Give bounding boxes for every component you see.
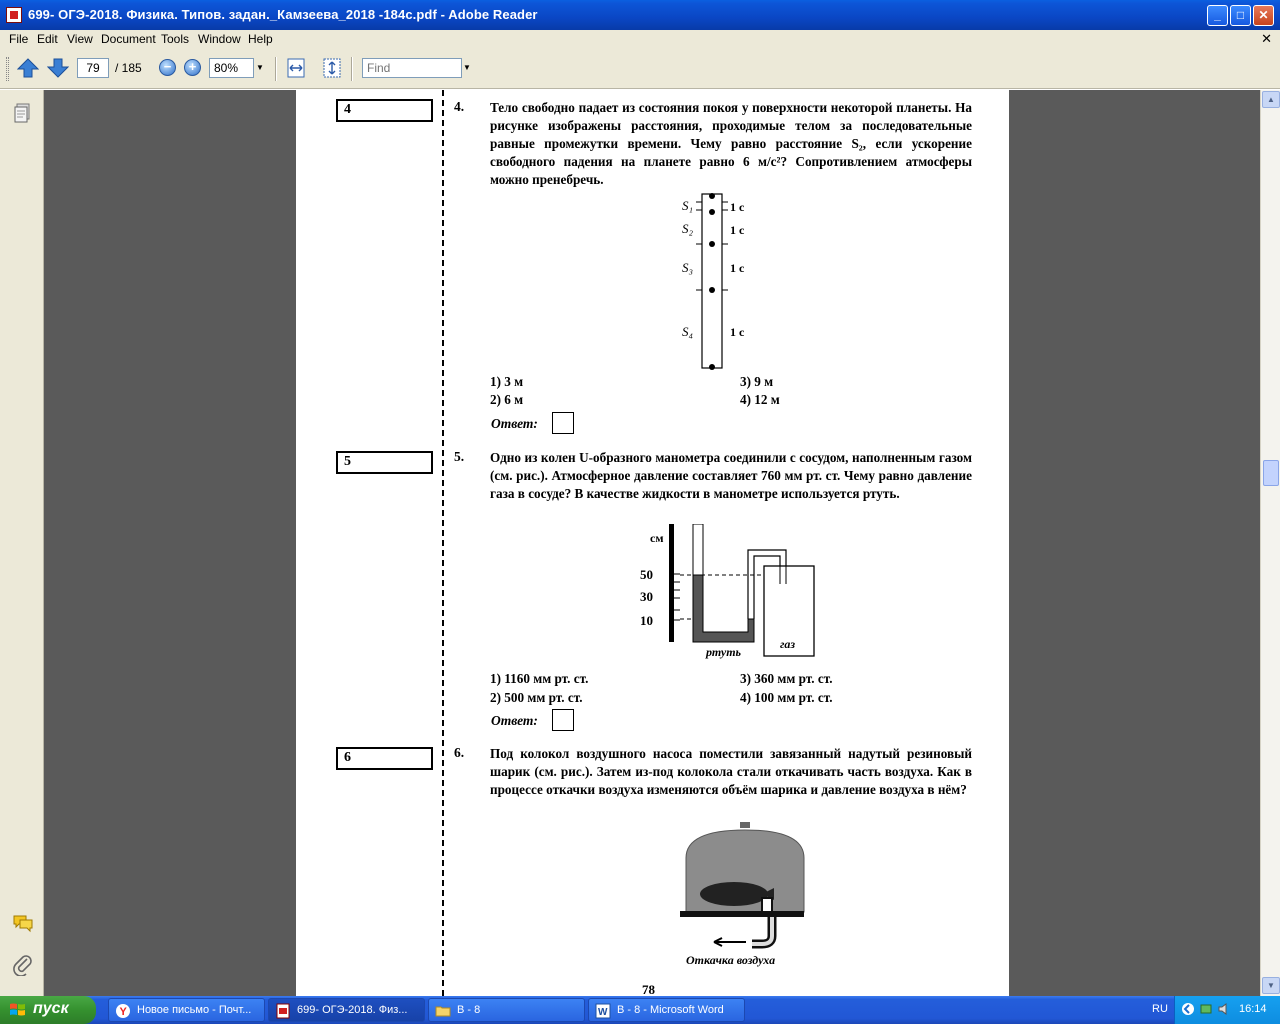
find-input[interactable] xyxy=(362,58,462,78)
manometer-figure xyxy=(636,524,826,660)
menu-document[interactable]: Document xyxy=(101,32,156,46)
scroll-down-button[interactable]: ▼ xyxy=(1262,977,1280,994)
vacuum-pump-figure xyxy=(676,818,816,968)
start-button[interactable] xyxy=(0,996,96,1024)
zoom-in-icon[interactable]: + xyxy=(184,59,201,76)
q4-option-1: 1) 3 м xyxy=(490,374,524,389)
q4-answer-label: Ответ: xyxy=(491,416,538,431)
answer-box-5: 5 xyxy=(336,451,433,474)
toolbar-grip[interactable] xyxy=(6,57,9,81)
task-folder[interactable] xyxy=(428,998,585,1022)
pdf-page xyxy=(296,90,1009,996)
answer-column-divider xyxy=(442,90,444,996)
label-time-1: 1 с xyxy=(730,200,745,214)
q4-option-4: 4) 12 м xyxy=(740,392,780,407)
gas-label: газ xyxy=(780,637,796,651)
label-s1: S₁ xyxy=(682,198,694,213)
q4-answer-field[interactable] xyxy=(552,412,574,434)
folder-icon xyxy=(435,1003,451,1019)
zoom-input[interactable]: 80% xyxy=(209,58,254,78)
next-page-icon[interactable] xyxy=(47,57,69,79)
document-canvas[interactable] xyxy=(44,90,1260,996)
task-mail[interactable] xyxy=(108,998,265,1022)
mercury-label: ртуть xyxy=(706,645,742,659)
task-word[interactable] xyxy=(588,998,745,1022)
page-number: 78 xyxy=(642,982,655,996)
taskbar xyxy=(0,996,1280,1024)
question-4-text: Тело свободно падает из состояния покоя у поверхности некоторой планеты. На рисунке изображены расстояния, проходимые телом за последовательные равные промежутки времени. Чему равно расстояние S₂, если ускорение свободного падения на планете равно 6 м/с²? Сопротивлением атмосферы можно пренебречь. xyxy=(490,100,972,187)
toolbar-separator xyxy=(275,57,277,81)
svg-text:W: W xyxy=(598,1007,608,1018)
safely-remove-hardware-icon[interactable] xyxy=(1199,1002,1213,1016)
clock[interactable]: 16:14 xyxy=(1239,1003,1267,1015)
label-s2: S₂ xyxy=(682,221,694,236)
menu-tools[interactable]: Tools xyxy=(161,32,190,46)
task-label: 699- ОГЭ-2018. Физ... xyxy=(297,1004,408,1016)
zoom-dropdown-icon[interactable]: ▼ xyxy=(256,63,264,72)
unit-label: см xyxy=(650,531,664,545)
toolbar-separator xyxy=(351,57,353,81)
q4-option-3: 3) 9 м xyxy=(740,374,774,389)
zoom-out-icon[interactable]: − xyxy=(159,59,176,76)
page-total: / 185 xyxy=(115,61,142,75)
volume-icon[interactable] xyxy=(1217,1002,1231,1016)
question-4-number: 4. xyxy=(454,99,465,114)
question-6-text: Под колокол воздушного насоса поместили завязанный надутый резиновый шарик (см. рис.). Затем из-под колокола стали откачивать часть воздуха. Как в процессе откачки воздуха изменяются объём шарика и давление воздуха в нём? xyxy=(490,746,972,797)
tray-back-icon[interactable] xyxy=(1181,1002,1195,1016)
menu-edit[interactable]: Edit xyxy=(37,32,58,46)
free-fall-figure xyxy=(680,192,790,372)
question-6-number: 6. xyxy=(454,745,465,760)
maximize-button[interactable]: □ xyxy=(1230,5,1251,26)
svg-text:Y: Y xyxy=(119,1006,127,1018)
minimize-button[interactable]: _ xyxy=(1207,5,1228,26)
close-document-icon[interactable]: ✕ xyxy=(1261,31,1272,46)
window-title: 699- ОГЭ-2018. Физика. Типов. задан._Камзеева_2018 -184с.pdf - Adobe Reader xyxy=(28,7,538,22)
windows-logo-icon xyxy=(9,1002,26,1018)
yandex-browser-icon xyxy=(115,1003,131,1019)
label-s3: S₃ xyxy=(682,260,694,275)
pump-caption: Откачка воздуха xyxy=(686,953,776,967)
q5-option-3: 3) 360 мм рт. ст. xyxy=(740,671,833,686)
menu-view[interactable]: View xyxy=(67,32,93,46)
label-time-4: 1 с xyxy=(730,325,745,339)
q4-option-2: 2) 6 м xyxy=(490,392,524,407)
q5-option-4: 4) 100 мм рт. ст. xyxy=(740,690,833,705)
previous-page-icon[interactable] xyxy=(17,57,39,79)
page-number-input[interactable]: 79 xyxy=(77,58,109,78)
attachments-icon[interactable] xyxy=(12,954,34,976)
toolbar xyxy=(0,49,1280,89)
tick-30: 30 xyxy=(640,589,653,604)
question-5-number: 5. xyxy=(454,449,465,464)
q5-answer-label: Ответ: xyxy=(491,713,538,728)
start-label: пуск xyxy=(33,1000,69,1017)
comments-icon[interactable] xyxy=(12,912,34,934)
menu-window[interactable]: Window xyxy=(198,32,241,46)
title-bar xyxy=(0,0,1280,30)
q5-answer-field[interactable] xyxy=(552,709,574,731)
menu-help[interactable]: Help xyxy=(248,32,273,46)
language-indicator[interactable]: RU xyxy=(1152,1003,1168,1015)
question-5-text: Одно из колен U-образного манометра соединили с сосудом, наполненным газом (см. рис.). Атмосферное давление составляет 760 мм рт. ст. Чему равно давление газа в сосуде? В качестве жидкости в манометре используется ртуть. xyxy=(490,450,972,501)
tick-10: 10 xyxy=(640,613,653,628)
pages-icon[interactable] xyxy=(12,102,34,124)
label-time-3: 1 с xyxy=(730,261,745,275)
pdf-icon xyxy=(275,1003,291,1019)
vertical-scrollbar[interactable] xyxy=(1260,90,1280,996)
q5-option-1: 1) 1160 мм рт. ст. xyxy=(490,671,589,686)
answer-box-4: 4 xyxy=(336,99,433,122)
answer-box-6: 6 xyxy=(336,747,433,770)
task-adobe-reader[interactable] xyxy=(268,998,425,1022)
task-label: В - 8 xyxy=(457,1004,481,1016)
menu-bar xyxy=(0,30,1280,49)
word-icon xyxy=(595,1003,611,1019)
scroll-up-button[interactable]: ▲ xyxy=(1262,91,1280,108)
adobe-reader-icon xyxy=(6,7,22,23)
navigation-panel xyxy=(0,90,44,996)
find-dropdown-icon[interactable]: ▼ xyxy=(463,63,471,72)
close-button[interactable]: ✕ xyxy=(1253,5,1274,26)
task-label: В - 8 - Microsoft Word xyxy=(617,1004,724,1016)
label-s4: S₄ xyxy=(682,324,694,339)
scroll-thumb[interactable] xyxy=(1263,460,1279,486)
fit-page-icon[interactable] xyxy=(321,57,343,79)
label-time-2: 1 с xyxy=(730,223,745,237)
menu-file[interactable]: File xyxy=(9,32,29,46)
fit-width-icon[interactable] xyxy=(285,57,307,79)
q5-option-2: 2) 500 мм рт. ст. xyxy=(490,690,583,705)
tick-50: 50 xyxy=(640,567,653,582)
task-label: Новое письмо - Почт... xyxy=(137,1004,252,1016)
system-tray xyxy=(1174,996,1280,1024)
